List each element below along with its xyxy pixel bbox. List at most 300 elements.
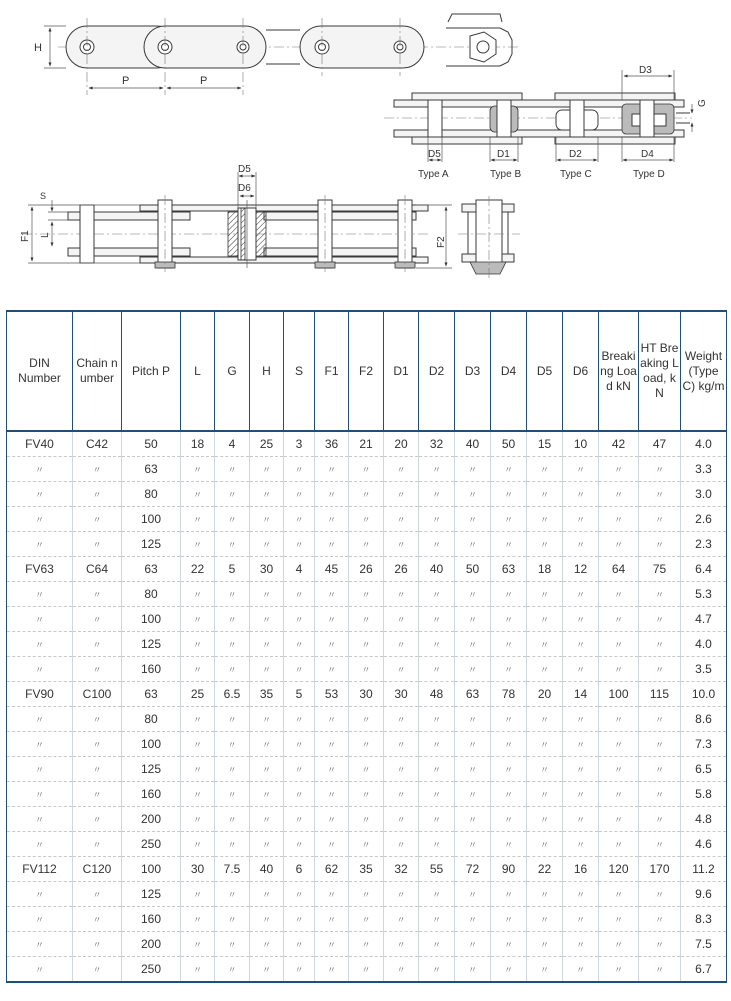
table-cell: 〃 — [315, 457, 349, 482]
table-cell: 90 — [491, 857, 527, 882]
table-row — [7, 657, 727, 682]
table-cell: 4.0 — [681, 632, 727, 657]
table-cell: 〃 — [639, 732, 681, 757]
table-cell: 21 — [349, 431, 384, 457]
table-cell: 〃 — [349, 582, 384, 607]
table-cell: 25 — [250, 431, 284, 457]
table-cell: 〃 — [599, 607, 639, 632]
table-cell: 〃 — [250, 732, 284, 757]
table-cell: 〃 — [284, 882, 315, 907]
table-cell: 〃 — [284, 832, 315, 857]
table-cell: 〃 — [349, 957, 384, 983]
table-cell: 〃 — [491, 807, 527, 832]
table-cell: 〃 — [7, 582, 73, 607]
table-cell: 〃 — [384, 582, 419, 607]
table-cell: 〃 — [250, 782, 284, 807]
table-header-row — [7, 311, 727, 431]
table-cell: 〃 — [73, 832, 122, 857]
table-cell: 〃 — [599, 582, 639, 607]
table-cell: 9.6 — [681, 882, 727, 907]
table-cell: 3 — [284, 431, 315, 457]
table-cell: 〃 — [315, 757, 349, 782]
table-cell: 〃 — [284, 582, 315, 607]
table-cell: 10.0 — [681, 682, 727, 707]
table-cell: 〃 — [639, 707, 681, 732]
table-cell: 63 — [122, 557, 181, 582]
table-cell: 250 — [122, 957, 181, 983]
table-cell: 〃 — [315, 707, 349, 732]
table-cell: 〃 — [599, 657, 639, 682]
table-cell: 200 — [122, 807, 181, 832]
table-cell: 〃 — [384, 607, 419, 632]
table-cell: 〃 — [384, 957, 419, 983]
table-cell: 〃 — [349, 907, 384, 932]
table-cell: 48 — [419, 682, 455, 707]
table-cell: 〃 — [349, 807, 384, 832]
table-cell: 〃 — [73, 457, 122, 482]
table-cell: 〃 — [315, 957, 349, 983]
table-cell: 〃 — [181, 507, 215, 532]
table-cell: 〃 — [419, 457, 455, 482]
table-cell: 〃 — [491, 482, 527, 507]
table-cell: 〃 — [315, 932, 349, 957]
table-cell: 〃 — [284, 807, 315, 832]
table-cell: 32 — [384, 857, 419, 882]
table-cell: 63 — [491, 557, 527, 582]
table-cell: 〃 — [563, 757, 599, 782]
type-a-label: Type A — [418, 169, 449, 180]
table-cell: 5 — [284, 682, 315, 707]
table-cell: 〃 — [384, 832, 419, 857]
table-cell: 6.5 — [215, 682, 250, 707]
table-cell: 〃 — [419, 757, 455, 782]
table-cell: 〃 — [284, 457, 315, 482]
table-cell: 〃 — [639, 532, 681, 557]
table-cell: 〃 — [284, 607, 315, 632]
table-cell: 32 — [419, 431, 455, 457]
table-cell: 〃 — [455, 607, 491, 632]
table-cell: 〃 — [215, 582, 250, 607]
table-cell: 〃 — [455, 632, 491, 657]
table-cell: 〃 — [384, 907, 419, 932]
table-cell: 5.8 — [681, 782, 727, 807]
table-cell: 6.7 — [681, 957, 727, 983]
table-cell: 〃 — [315, 907, 349, 932]
table-cell: 〃 — [384, 732, 419, 757]
table-cell: 7.5 — [681, 932, 727, 957]
table-cell: 〃 — [527, 907, 563, 932]
table-cell: 80 — [122, 482, 181, 507]
table-cell: 〃 — [349, 932, 384, 957]
dim-d3-label: D3 — [639, 65, 652, 76]
table-cell: 〃 — [384, 707, 419, 732]
dim-d1-label: D1 — [497, 149, 510, 160]
table-cell: 〃 — [284, 532, 315, 557]
table-cell: 〃 — [563, 732, 599, 757]
table-cell: 〃 — [250, 957, 284, 983]
table-cell: 〃 — [563, 657, 599, 682]
table-cell: 〃 — [599, 457, 639, 482]
table-cell: 170 — [639, 857, 681, 882]
table-cell: 4.0 — [681, 431, 727, 457]
table-cell: 〃 — [527, 632, 563, 657]
table-cell: 〃 — [563, 457, 599, 482]
table-cell: 35 — [349, 857, 384, 882]
table-cell: 〃 — [73, 532, 122, 557]
dim-d5-label: D5 — [428, 149, 441, 160]
table-cell: 〃 — [73, 607, 122, 632]
table-cell: 〃 — [419, 882, 455, 907]
table-cell: 160 — [122, 782, 181, 807]
table-cell: 〃 — [527, 832, 563, 857]
table-cell: 〃 — [639, 657, 681, 682]
chain-technical-drawings — [0, 0, 731, 300]
table-cell: 〃 — [284, 932, 315, 957]
column-header: D6 — [563, 311, 599, 431]
table-cell: 〃 — [527, 607, 563, 632]
table-cell: 〃 — [455, 832, 491, 857]
chain-section-view — [20, 164, 452, 272]
table-cell: 〃 — [215, 932, 250, 957]
column-header: L — [181, 311, 215, 431]
table-cell: 〃 — [181, 782, 215, 807]
table-cell: 〃 — [73, 882, 122, 907]
table-cell: 〃 — [455, 532, 491, 557]
table-cell: 40 — [455, 431, 491, 457]
table-cell: 53 — [315, 682, 349, 707]
table-cell: 〃 — [215, 757, 250, 782]
table-cell: 〃 — [384, 632, 419, 657]
table-cell: 35 — [250, 682, 284, 707]
table-cell: 〃 — [181, 532, 215, 557]
dim-d5-section-label: D5 — [238, 164, 251, 175]
table-row — [7, 757, 727, 782]
table-cell: FV63 — [7, 557, 73, 582]
table-cell: 〃 — [181, 832, 215, 857]
table-cell: 〃 — [639, 882, 681, 907]
column-header: H — [250, 311, 284, 431]
table-cell: 〃 — [7, 932, 73, 957]
table-cell: 〃 — [384, 807, 419, 832]
table-cell: 63 — [122, 682, 181, 707]
table-row — [7, 532, 727, 557]
table-cell: 〃 — [599, 957, 639, 983]
table-cell: 〃 — [639, 832, 681, 857]
table-cell: 〃 — [527, 657, 563, 682]
table-cell: 〃 — [215, 607, 250, 632]
table-cell: 30 — [384, 682, 419, 707]
table-cell: FV112 — [7, 857, 73, 882]
table-cell: 100 — [122, 507, 181, 532]
table-cell: 〃 — [250, 807, 284, 832]
table-cell: 〃 — [563, 882, 599, 907]
table-cell: 18 — [527, 557, 563, 582]
table-cell: 〃 — [527, 882, 563, 907]
table-cell: 〃 — [419, 532, 455, 557]
table-cell: 〃 — [349, 532, 384, 557]
table-cell: 80 — [122, 582, 181, 607]
column-header: Pitch P — [122, 311, 181, 431]
table-cell: 〃 — [384, 882, 419, 907]
table-cell: 〃 — [215, 832, 250, 857]
table-cell: 200 — [122, 932, 181, 957]
table-cell: 〃 — [563, 607, 599, 632]
table-cell: 〃 — [491, 832, 527, 857]
table-cell: 〃 — [284, 757, 315, 782]
table-cell: 〃 — [215, 632, 250, 657]
table-cell: 〃 — [250, 757, 284, 782]
table-cell: 〃 — [7, 807, 73, 832]
table-cell: 〃 — [455, 882, 491, 907]
table-row — [7, 807, 727, 832]
table-cell: 〃 — [491, 907, 527, 932]
table-cell: 〃 — [181, 732, 215, 757]
table-cell: 7.3 — [681, 732, 727, 757]
table-cell: 〃 — [527, 732, 563, 757]
table-cell: 55 — [419, 857, 455, 882]
table-cell: 40 — [419, 557, 455, 582]
table-cell: 40 — [250, 857, 284, 882]
table-cell: 〃 — [250, 832, 284, 857]
type-d-label: Type D — [633, 169, 665, 180]
table-cell: 〃 — [563, 932, 599, 957]
table-cell: 〃 — [73, 957, 122, 983]
table-cell: 125 — [122, 632, 181, 657]
table-cell: 50 — [455, 557, 491, 582]
table-cell: 〃 — [7, 607, 73, 632]
table-cell: 22 — [527, 857, 563, 882]
table-cell: 〃 — [181, 932, 215, 957]
table-cell: 〃 — [73, 757, 122, 782]
table-cell: 〃 — [349, 657, 384, 682]
table-cell: 75 — [639, 557, 681, 582]
table-cell: 〃 — [384, 932, 419, 957]
table-cell: 4 — [215, 431, 250, 457]
dim-p1-label: P — [122, 75, 130, 87]
table-cell: 〃 — [349, 457, 384, 482]
table-cell: 100 — [122, 857, 181, 882]
table-cell: 〃 — [349, 732, 384, 757]
table-cell: 〃 — [315, 807, 349, 832]
table-cell: 〃 — [284, 782, 315, 807]
table-cell: 2.3 — [681, 532, 727, 557]
table-cell: 〃 — [563, 582, 599, 607]
table-cell: 〃 — [315, 507, 349, 532]
table-cell: 〃 — [563, 957, 599, 983]
table-cell: 160 — [122, 907, 181, 932]
table-cell: 〃 — [491, 607, 527, 632]
table-cell: 30 — [181, 857, 215, 882]
table-cell: 〃 — [73, 782, 122, 807]
table-cell: 120 — [599, 857, 639, 882]
dim-g-label: G — [697, 99, 708, 107]
table-cell: 〃 — [384, 482, 419, 507]
table-row — [7, 857, 727, 882]
dim-d6-label: D6 — [238, 183, 251, 194]
table-cell: 6.5 — [681, 757, 727, 782]
table-cell: 125 — [122, 882, 181, 907]
table-cell: 〃 — [491, 732, 527, 757]
table-cell: 〃 — [181, 882, 215, 907]
table-cell: 18 — [181, 431, 215, 457]
table-cell: 80 — [122, 707, 181, 732]
table-cell: 〃 — [563, 532, 599, 557]
table-cell: 〃 — [639, 507, 681, 532]
table-cell: 〃 — [384, 782, 419, 807]
table-cell: 〃 — [384, 507, 419, 532]
table-cell: 〃 — [181, 457, 215, 482]
table-cell: 〃 — [527, 482, 563, 507]
table-cell: 14 — [563, 682, 599, 707]
table-cell: 〃 — [215, 807, 250, 832]
type-b-label: Type B — [490, 169, 522, 180]
dim-f2-label: F2 — [436, 236, 447, 248]
table-cell: 20 — [384, 431, 419, 457]
column-header: F2 — [349, 311, 384, 431]
table-cell: 4 — [284, 557, 315, 582]
table-cell: 〃 — [7, 632, 73, 657]
column-header: D3 — [455, 311, 491, 431]
table-cell: 125 — [122, 757, 181, 782]
table-cell: 4.8 — [681, 807, 727, 832]
table-cell: 5 — [215, 557, 250, 582]
table-cell: 〃 — [250, 482, 284, 507]
table-row — [7, 457, 727, 482]
table-cell: 〃 — [349, 632, 384, 657]
table-cell: 16 — [563, 857, 599, 882]
table-row — [7, 957, 727, 983]
table-cell: 64 — [599, 557, 639, 582]
table-cell: 〃 — [7, 482, 73, 507]
table-cell: 〃 — [284, 632, 315, 657]
column-header: D5 — [527, 311, 563, 431]
table-cell: 〃 — [527, 457, 563, 482]
table-cell: 〃 — [419, 607, 455, 632]
table-cell: 〃 — [599, 932, 639, 957]
table-cell: 〃 — [181, 757, 215, 782]
table-cell: C42 — [73, 431, 122, 457]
table-cell: C64 — [73, 557, 122, 582]
table-cell: 〃 — [349, 882, 384, 907]
table-cell: 〃 — [419, 657, 455, 682]
table-cell: 〃 — [250, 532, 284, 557]
table-cell: 45 — [315, 557, 349, 582]
table-cell: 50 — [122, 431, 181, 457]
table-cell: 〃 — [491, 882, 527, 907]
table-cell: 3.5 — [681, 657, 727, 682]
table-cell: 〃 — [491, 932, 527, 957]
table-cell: 〃 — [284, 482, 315, 507]
table-cell: 〃 — [419, 932, 455, 957]
table-cell: 〃 — [491, 582, 527, 607]
table-cell: 〃 — [7, 907, 73, 932]
table-cell: 〃 — [215, 532, 250, 557]
table-cell: 〃 — [73, 657, 122, 682]
table-cell: 〃 — [599, 757, 639, 782]
table-cell: 〃 — [7, 707, 73, 732]
table-cell: 〃 — [284, 657, 315, 682]
table-cell: 〃 — [7, 507, 73, 532]
table-cell: 250 — [122, 832, 181, 857]
table-cell: 〃 — [419, 957, 455, 983]
table-cell: 〃 — [419, 482, 455, 507]
table-cell: 〃 — [599, 532, 639, 557]
table-cell: 〃 — [455, 907, 491, 932]
table-cell: 〃 — [455, 732, 491, 757]
table-cell: 〃 — [527, 507, 563, 532]
dim-d2-label: D2 — [569, 149, 582, 160]
table-cell: 〃 — [250, 932, 284, 957]
table-cell: 3.0 — [681, 482, 727, 507]
table-cell: 〃 — [315, 532, 349, 557]
table-cell: 〃 — [639, 782, 681, 807]
table-cell: 〃 — [349, 782, 384, 807]
table-row — [7, 932, 727, 957]
table-cell: 〃 — [563, 782, 599, 807]
table-cell: 11.2 — [681, 857, 727, 882]
table-cell: 〃 — [250, 707, 284, 732]
table-cell: 〃 — [73, 582, 122, 607]
table-cell: 〃 — [491, 507, 527, 532]
table-cell: 〃 — [563, 632, 599, 657]
table-cell: 6.4 — [681, 557, 727, 582]
table-cell: 〃 — [7, 657, 73, 682]
column-header: Breaking Load kN — [599, 311, 639, 431]
table-cell: 〃 — [349, 507, 384, 532]
table-cell: 〃 — [419, 632, 455, 657]
table-cell: 〃 — [455, 957, 491, 983]
table-cell: 〃 — [455, 482, 491, 507]
table-cell: 〃 — [250, 882, 284, 907]
chain-spec-table — [6, 310, 727, 983]
table-cell: 〃 — [315, 482, 349, 507]
table-cell: 〃 — [419, 582, 455, 607]
table-row — [7, 732, 727, 757]
table-cell: 〃 — [491, 707, 527, 732]
table-cell: 〃 — [215, 507, 250, 532]
table-cell: 〃 — [215, 907, 250, 932]
table-cell: 〃 — [455, 782, 491, 807]
table-cell: 〃 — [491, 782, 527, 807]
column-header: Chain number — [73, 311, 122, 431]
table-cell: 〃 — [419, 807, 455, 832]
dim-h-label: H — [34, 42, 42, 54]
table-cell: 〃 — [455, 582, 491, 607]
table-cell: 〃 — [639, 582, 681, 607]
table-cell: 〃 — [349, 757, 384, 782]
table-cell: 100 — [122, 607, 181, 632]
table-cell: 〃 — [181, 582, 215, 607]
table-cell: 78 — [491, 682, 527, 707]
table-cell: 〃 — [7, 732, 73, 757]
table-cell: 〃 — [563, 807, 599, 832]
roller-types-view — [384, 65, 708, 180]
table-cell: 5.3 — [681, 582, 727, 607]
table-cell: 〃 — [284, 732, 315, 757]
table-body — [7, 431, 727, 982]
column-header: S — [284, 311, 315, 431]
table-cell: 〃 — [315, 782, 349, 807]
table-cell: 〃 — [284, 957, 315, 983]
table-row — [7, 707, 727, 732]
table-cell: 〃 — [215, 882, 250, 907]
table-cell: 〃 — [73, 632, 122, 657]
table-cell: 〃 — [384, 457, 419, 482]
table-cell: 〃 — [215, 707, 250, 732]
table-cell: 100 — [122, 732, 181, 757]
table-cell: 〃 — [315, 832, 349, 857]
type-c-label: Type C — [560, 169, 592, 180]
